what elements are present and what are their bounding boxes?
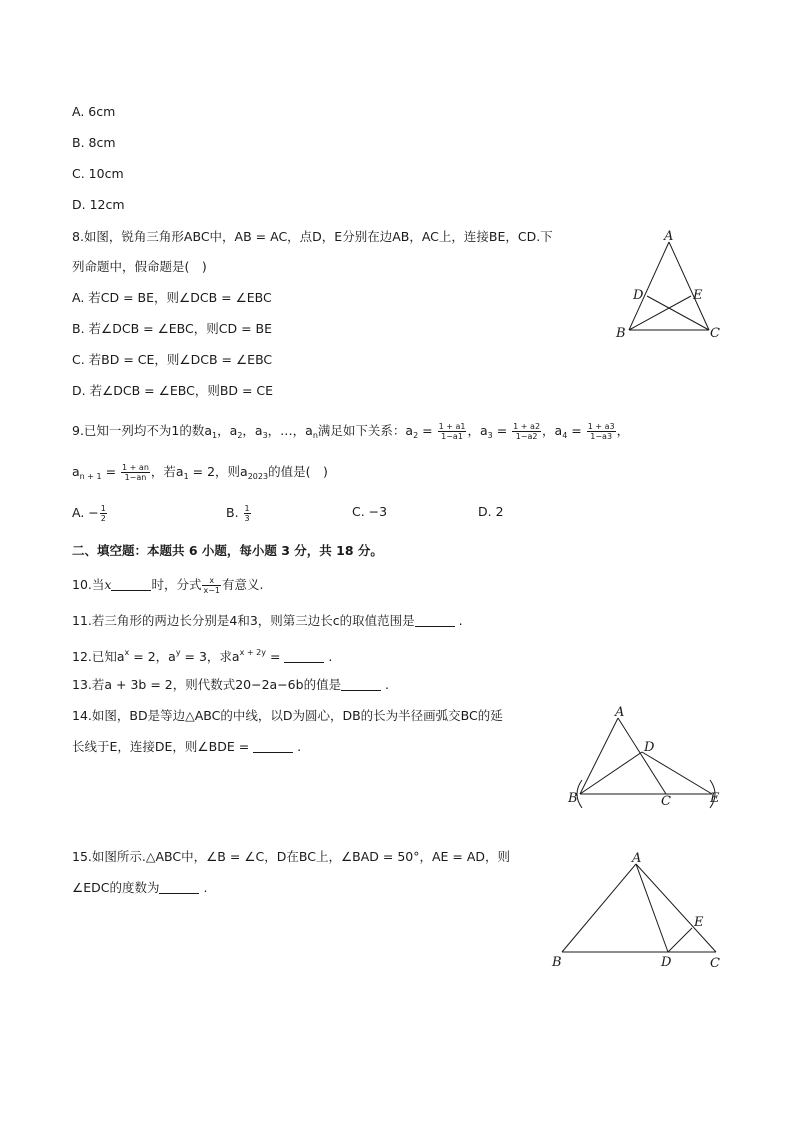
q9-option-a: A. − $\frac{1}{2}$ (72, 504, 106, 523)
q7-option-d: D. 12cm (72, 197, 125, 212)
q9-stem-line1: 9.已知一列均不为1的数$a_1$，$a_2$，$a_3$，…，$a_n$满足如下关系：$a_2$ = $\frac{1 + a1}{1-a1}$ ，$a_3$ = $\frac{1 + a2}{1-a2}$ ，$a_4$ = $\frac{1 + a3}{1-a3}$ ， (72, 422, 630, 441)
q8-stem-line1: 8.如图，锐角三角形ABC中，AB = AC，点D，E分别在边AB，AC上，连接BE，CD.下 (72, 229, 553, 244)
q8-figure (605, 226, 735, 344)
q8-option-d: D. 若∠DCB = ∠EBC，则BD = CE (72, 383, 274, 398)
q15-label-d: D (661, 955, 672, 970)
q14-line2: 长线于E，连接DE，则∠BDE = . (72, 739, 302, 754)
q14-label-c: C (661, 794, 671, 809)
q11: 11.若三角形的两边长分别是4和3，则第三边长c的取值范围是 . (72, 613, 463, 628)
q7-option-c: C. 10cm (72, 166, 124, 181)
q14-label-b: B (568, 791, 578, 806)
section-2-heading: 二、填空题：本题共 6 小题，每小题 3 分，共 18 分。 (72, 543, 383, 558)
q14-label-a: A (615, 705, 625, 720)
q14-label-d: D (644, 740, 655, 755)
q15-label-a: A (632, 851, 642, 866)
q8-option-a: A. 若CD = BE，则∠DCB = ∠EBC (72, 290, 272, 305)
q14-line1: 14.如图，BD是等边△ABC的中线，以D为圆心，DB的长为半径画弧交BC的延 (72, 708, 503, 723)
q9-stem-line2: $a_{n + 1}$ = $\frac{1 + an}{1-an}$ ，若$a_1 = 2$，则$a_{2023}$的值是( ) (72, 463, 328, 482)
q13: 13.若a + 3b = 2，则代数式20−2a−6b的值是 . (72, 677, 390, 692)
q8-option-b: B. 若∠DCB = ∠EBC，则CD = BE (72, 321, 273, 336)
q10: 10.当x 时，分式 $\frac{x}{x-1}$ 有意义. (72, 576, 264, 595)
q7-option-b: B. 8cm (72, 135, 116, 150)
q8-label-e: E (693, 288, 703, 303)
q8-label-a: A (664, 229, 674, 244)
q8-option-c: C. 若BD = CE，则∠DCB = ∠EBC (72, 352, 273, 367)
q14-figure (560, 700, 730, 812)
q15-label-c: C (710, 956, 720, 971)
q8-label-d: D (633, 288, 644, 303)
q9-option-d: D. 2 (478, 504, 504, 519)
q9-option-c: C. −3 (352, 504, 388, 519)
q7-option-a: A. 6cm (72, 104, 116, 119)
q15-label-e: E (694, 915, 704, 930)
q8-label-b: B (616, 326, 626, 341)
q15-line1: 15.如图所示.△ABC中，∠B = ∠C，D在BC上，∠BAD = 50°，AE = AD，则 (72, 849, 511, 864)
q15-figure (548, 848, 728, 972)
q8-label-c: C (710, 326, 720, 341)
q14-label-e: E (710, 791, 720, 806)
q12: 12.已知$a^x = 2$，$a^y = 3$，求$a^{x + 2y}$ = . (72, 648, 333, 664)
q9-option-b: B. $\frac{1}{3}$ (226, 504, 250, 523)
q15-label-b: B (552, 955, 562, 970)
q8-stem-line2: 列命题中，假命题是( ) (72, 259, 207, 274)
q15-line2: ∠EDC的度数为 . (72, 880, 208, 895)
